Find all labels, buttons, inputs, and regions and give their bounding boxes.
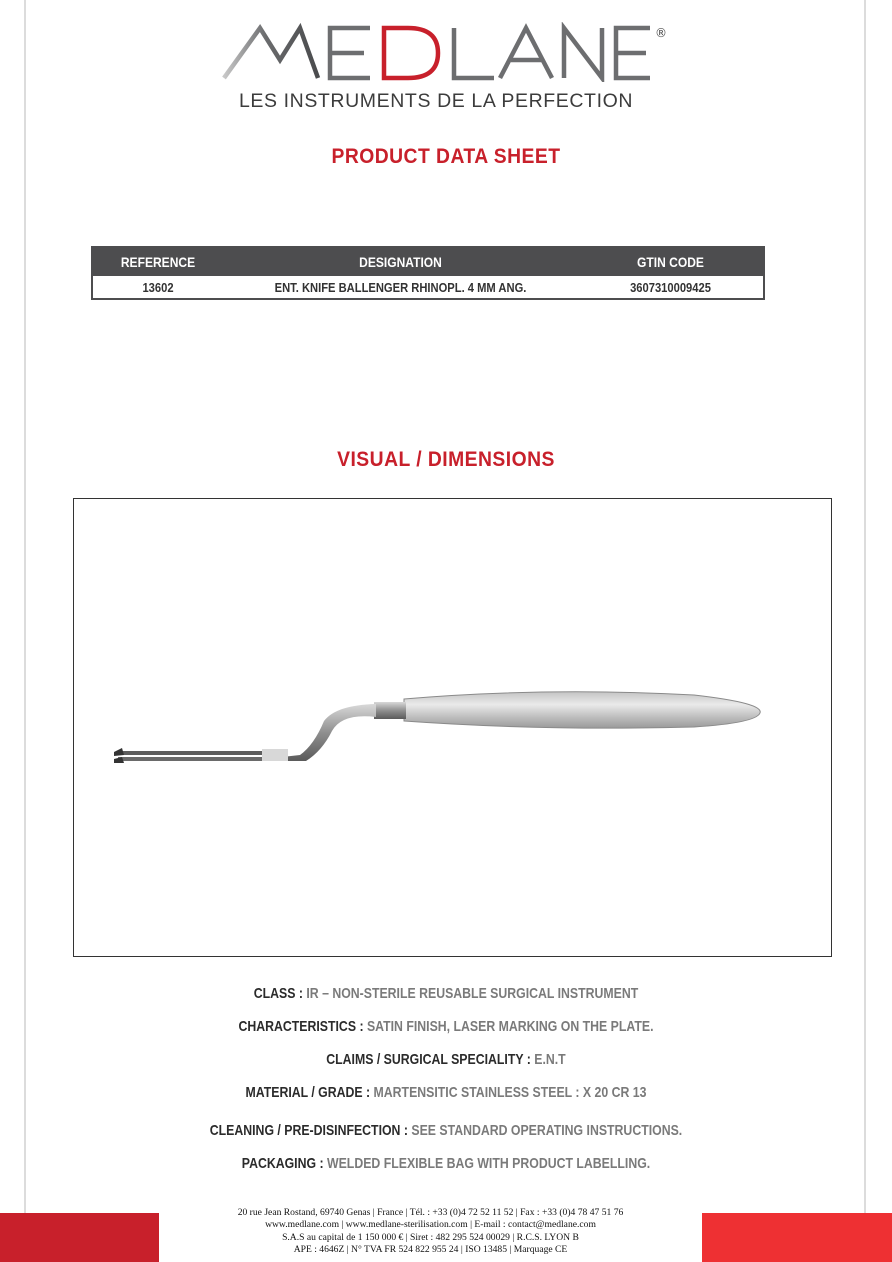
spec-value: SEE STANDARD OPERATING INSTRUCTIONS. <box>407 1122 683 1139</box>
footer-bar-right <box>702 1213 892 1262</box>
footer-bar-left <box>0 1213 159 1262</box>
registered-mark: ® <box>655 26 667 40</box>
header-gtin-code: GTIN CODE <box>637 254 704 270</box>
spec-label: CLAIMS / SURGICAL SPECIALITY : <box>326 1051 531 1068</box>
spec-value: MARTENSITIC STAINLESS STEEL : X 20 CR 13 <box>370 1084 647 1101</box>
visual-panel <box>73 498 832 957</box>
spec-characteristics <box>80 1018 811 1035</box>
spec-cleaning <box>80 1122 811 1139</box>
spec-class <box>80 985 811 1002</box>
spec-value: IR – NON-STERILE REUSABLE SURGICAL INSTRUMENT <box>302 985 639 1002</box>
spec-value: SATIN FINISH, LASER MARKING ON THE PLATE. <box>363 1018 654 1035</box>
footer-web: www.medlane.com | www.medlane-sterilisation.com | E-mail : contact@medlane.com <box>265 1219 596 1231</box>
footer-contact <box>159 1207 702 1257</box>
heading-product-data-sheet: PRODUCT DATA SHEET <box>331 145 561 168</box>
spec-label: MATERIAL / GRADE : <box>245 1084 371 1101</box>
footer-company: S.A.S au capital de 1 150 000 € | Siret : 482 295 524 00029 | R.C.S. LYON B <box>282 1231 579 1243</box>
spec-material <box>80 1084 811 1101</box>
heading-visual-dimensions: VISUAL / DIMENSIONS <box>337 448 555 471</box>
cell-gtin-code: 3607310009425 <box>630 279 711 295</box>
ballenger-knife-icon <box>74 499 830 955</box>
spec-label: CHARACTERISTICS : <box>238 1018 364 1035</box>
spec-value: WELDED FLEXIBLE BAG WITH PRODUCT LABELLING. <box>323 1155 651 1172</box>
spec-label: CLASS : <box>253 985 303 1002</box>
spec-packaging <box>80 1155 811 1172</box>
spec-claims <box>80 1051 811 1068</box>
reference-table <box>91 246 765 300</box>
brand-logo <box>222 22 672 114</box>
header-reference: REFERENCE <box>120 254 196 270</box>
cell-reference: 13602 <box>142 279 174 295</box>
spec-label: PACKAGING : <box>241 1155 324 1172</box>
footer-address: 20 rue Jean Rostand, 69740 Genas | France | Tél. : +33 (0)4 72 52 11 52 | Fax : +33 (0)4 78 47 51 76 <box>237 1207 624 1218</box>
header-designation: DESIGNATION <box>359 254 442 270</box>
brand-tagline: LES INSTRUMENTS DE LA PERFECTION <box>238 90 634 112</box>
medlane-wordmark <box>222 22 652 82</box>
footer-registration: APE : 4646Z | N° TVA FR 524 822 955 24 | ISO 13485 | Marquage CE <box>293 1244 568 1256</box>
table-row <box>93 276 763 298</box>
cell-designation: ENT. KNIFE BALLENGER RHINOPL. 4 MM ANG. <box>274 279 527 295</box>
spec-value: E.N.T <box>530 1051 566 1068</box>
table-header-row <box>93 248 763 276</box>
spec-label: CLEANING / PRE-DISINFECTION : <box>209 1122 408 1139</box>
